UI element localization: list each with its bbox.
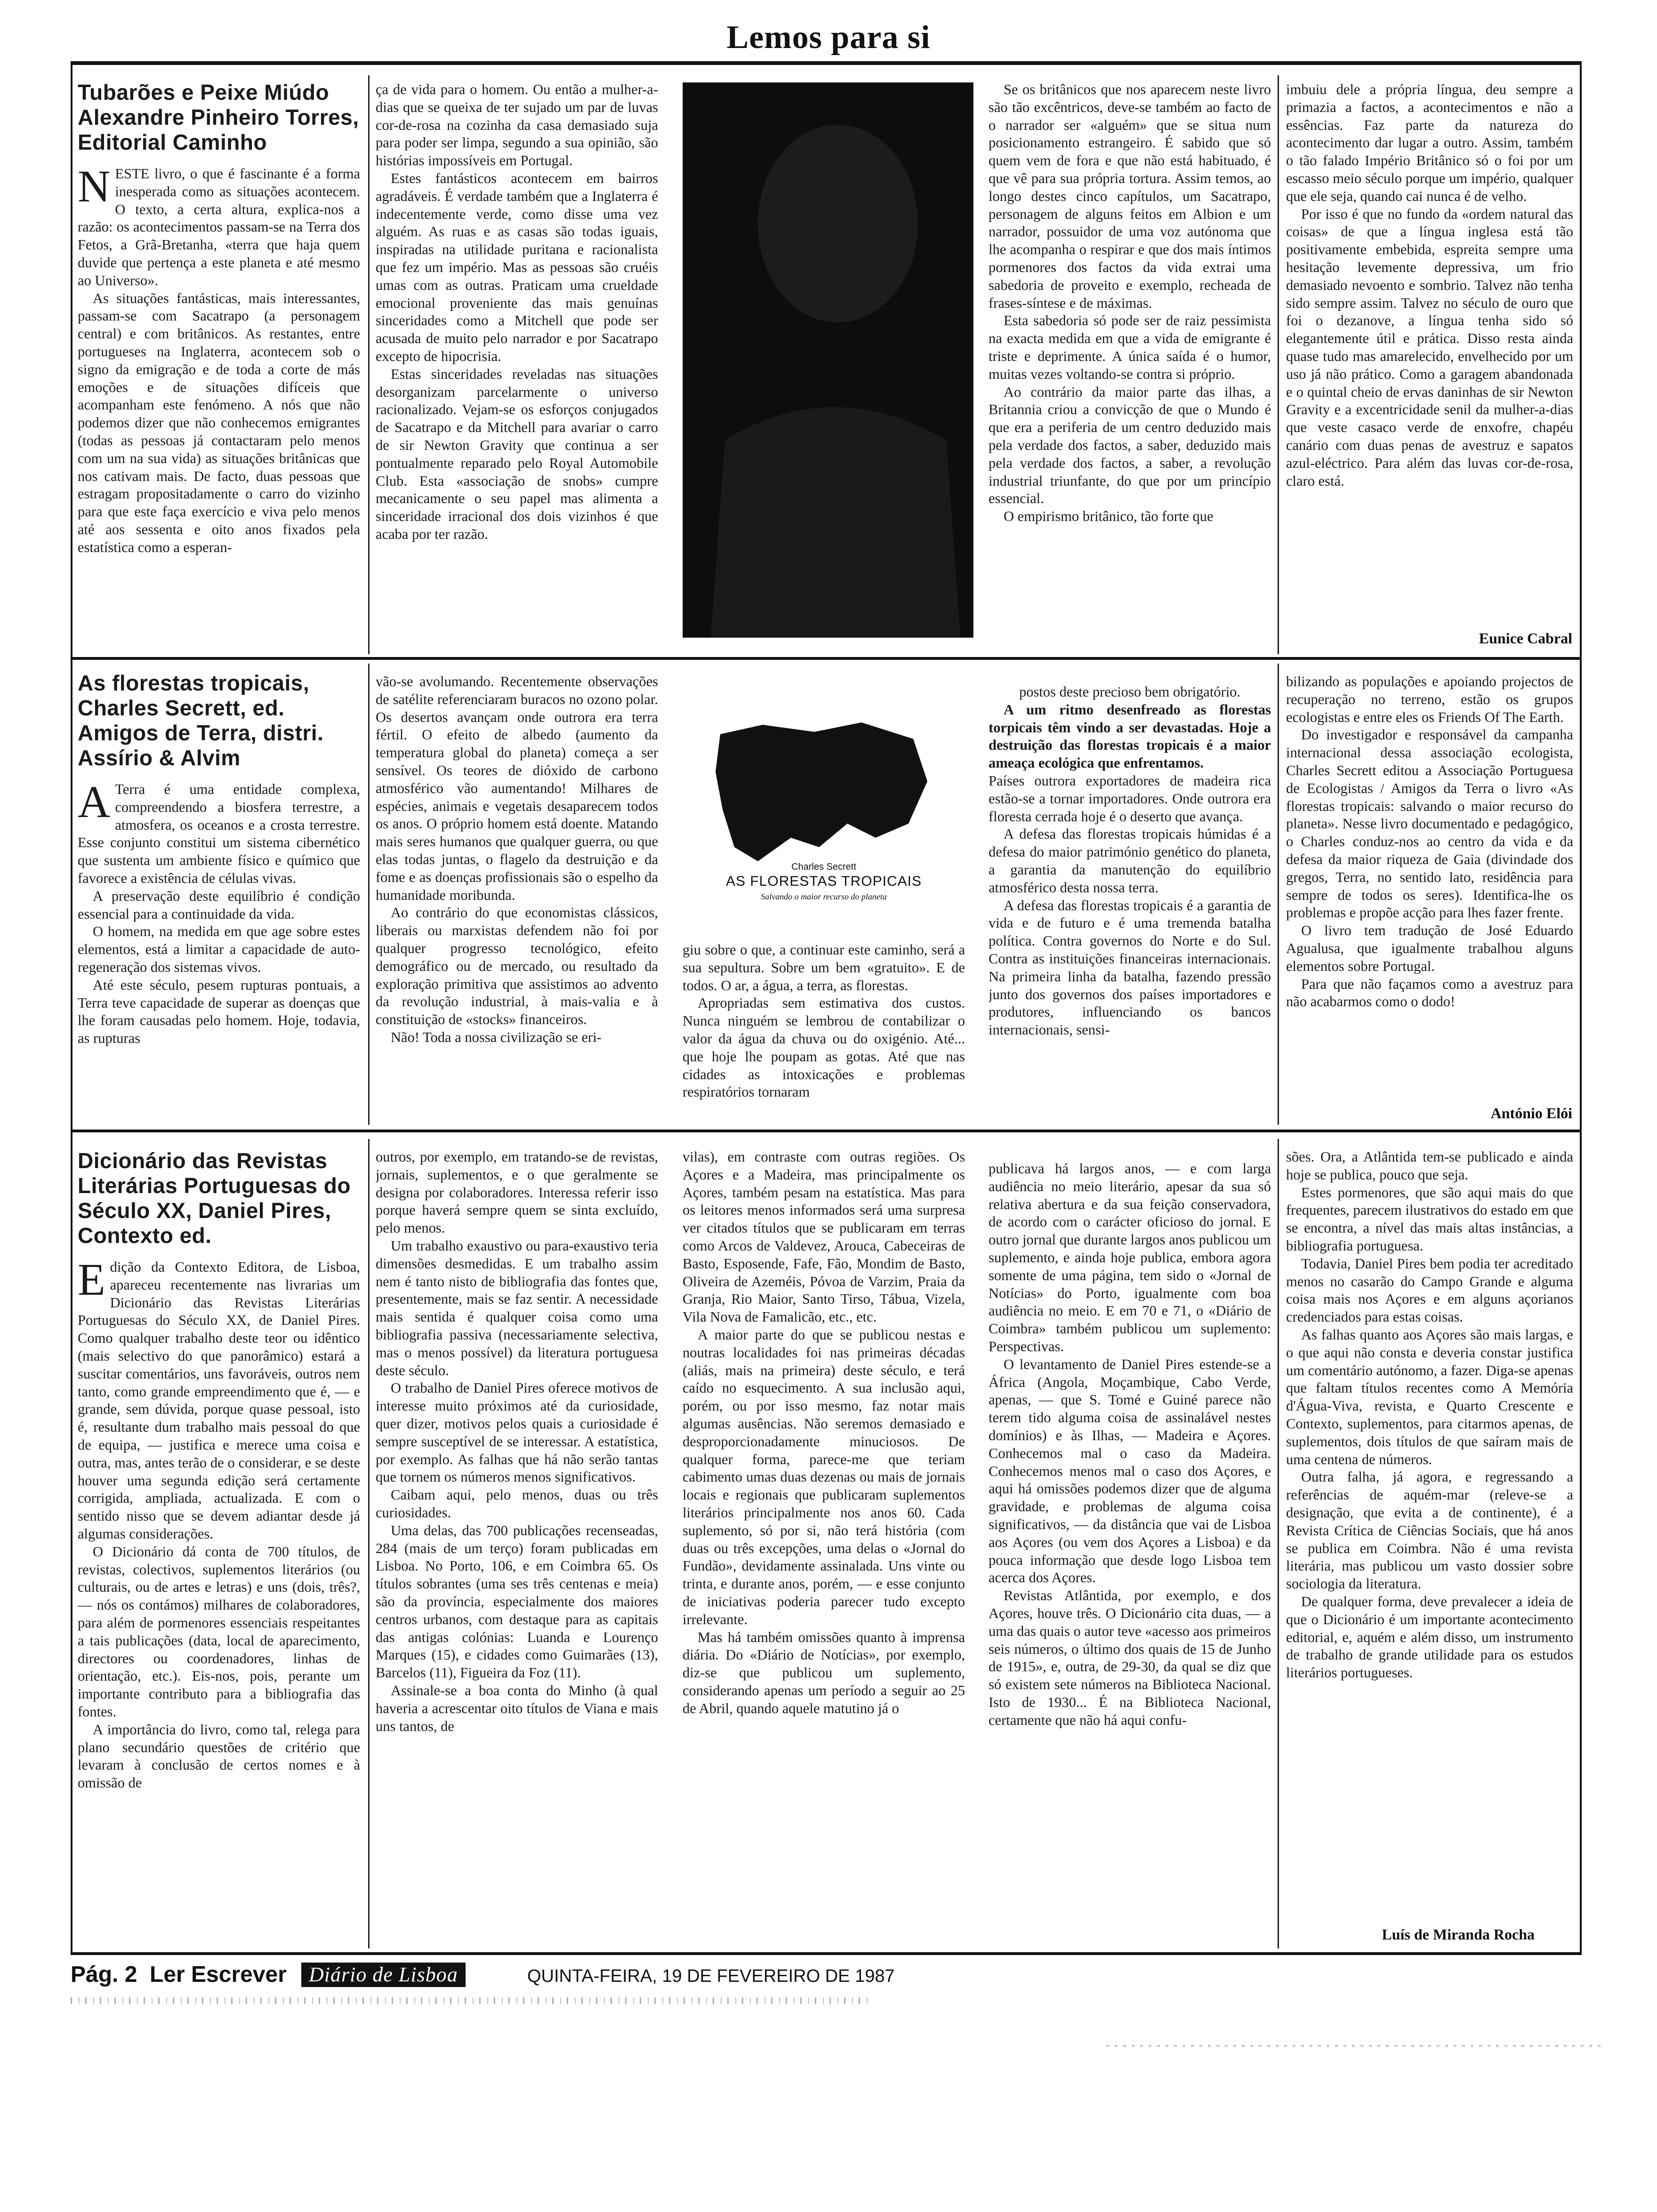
article2-dropcap: A — [78, 777, 111, 827]
section-rule — [71, 657, 1582, 660]
article2-paragraph: A preservação deste equilíbrio é condição essencial para a continuidade da vida. — [78, 888, 360, 922]
article2-paragraph: A defesa das florestas tropicais é a garantia de vida e de futuro e é uma tremenda batalha política. Contra governos do Norte e do Sul. Contra as instituições financeiras internacionais. Na primeira linha da batalha, fazendo pressão junto dos governos dos países importadores e produtores, influenciando os bancos internacionais, sensi- — [989, 897, 1271, 1038]
article3-paragraph: publicava há largos anos, — e com larga audiência no meio literário, apesar da sua só relativa abertura e da sua feição conservadora, de acordo com o carácter oficioso do jornal. E outro jornal que durante largos anos publicou um suplemento, e ainda hoje publica, embora agora somente de uma página, tem sido o «Jornal de Notícias» do Porto, igualmente com boa audiência no meio. E em 70 e 71, o «Diário de Coimbra» também publicou um suplemento: Perspectivas. — [989, 1161, 1271, 1354]
article2-column-2 — [376, 673, 658, 1125]
article3-paragraph: A maior parte do que se publicou nestas e noutras localidades foi nas primeiras décadas (aliás, mais na primeira) deste século, e terá caído no esquecimento. A sua inclusão aqui, porém, ou por isso mesmo, faz notar mais algumas ausências. Não seremos demasiado e desproporcionadamente minuciosos. De qualquer forma, parece-me que teriam cabimento umas duas dezenas ou mais de jornais locais e regionais que publicaram suplementos literários principalmente nos anos 60. Cada suplemento, só por si, não terá história (com duas ou três excepções, uma delas o «Jornal do Fundão», devidamente assinalada. Uns vinte ou trinta, e durante anos, porém, — e esse conjunto de iniciativas poderia parecer tudo excepto irrelevante. — [683, 1326, 965, 1627]
article1-column-3 — [989, 81, 1271, 650]
article2-paragraph: Apropriadas sem estimativa dos custos. Nunca ninguém se lembrou de contabilizar o valor da água da chuva ou do oxigénio. Até... que hoje lhe poupam as gotas. Até que nas cidades as intoxicações e problemas respiratórios tornaram — [683, 995, 965, 1100]
article3-column-3 — [683, 1148, 965, 1948]
article3-title: Dicionário das Revistas Literárias Portuguesas do Século XX, Daniel Pires, Contexto ed. — [78, 1148, 351, 1248]
article3-paragraph: Um trabalho exaustivo ou para-exaustivo teria dimensões desmedidas. E um trabalho assim nem é tanto nisto de bibliografia das fontes que, presentemente, mais se faz sentir. A necessidade mais sentida é qualquer coisa como uma bibliografia passiva (necessariamente selectiva, mas o menos possível) da literatura portuguesa deste século. — [376, 1237, 658, 1378]
footer-rule — [71, 1952, 1582, 1955]
article1-paragraph: Esta sabedoria só pode ser de raiz pessimista na exacta medida em que a vida de emigrante é triste e deprimente. A única saída é o humor, muitas vezes voltando-se contra si próprio. — [989, 313, 1271, 382]
article1-column-1 — [78, 80, 360, 649]
article2-paragraph: postos deste precioso bem obrigatório. — [1019, 684, 1241, 700]
column-divider — [1278, 1139, 1279, 1948]
article3-paragraph: Revistas Atlântida, por exemplo, e dos Açores, houve três. O Dicionário cita duas, — a uma das quais o autor teve «acesso aos primeiros seis números, o último dos quais de 15 de Junho de 1915», e, outra, de 29-30, da qual se diz que só existem sete números na Biblioteca Nacional. Isto de 1930... É na Biblioteca Nacional, certamente que não há aqui confu- — [989, 1587, 1271, 1728]
book-cover-subtitle: Salvando o maior recurso do planeta — [761, 892, 887, 901]
page-frame-right — [1580, 61, 1582, 1953]
article1-column-4 — [1286, 81, 1573, 613]
column-divider — [1278, 664, 1279, 1125]
book-cover-title: AS FLORESTAS TROPICAIS — [726, 874, 922, 889]
column-divider — [368, 75, 370, 654]
article2-paragraph: Países outrora exportadores de madeira rica estão-se a tornar importadores. Onde outrora era floresta cerrada hoje é o deserto que avança. — [989, 772, 1271, 825]
article3-paragraph: outros, por exemplo, em tratando-se de revistas, jornais, suplementos, e o que geralmente se designa por colaboradores. Interessa referir isso porque haverá sempre quem se sinta excluído, pelo menos. — [376, 1149, 658, 1236]
article3-paragraph: De qualquer forma, deve prevalecer a ideia de que o Dicionário é um importante acontecimento editorial, e, aquém e além disso, um instrumento de trabalho de grande utilidade para os estudos literários portugueses. — [1286, 1593, 1573, 1681]
article2-paragraph: vão-se avolumando. Recentemente observações de satélite referenciaram buracos no ozono polar. Os desertos avançam onde outrora era terra fértil. O efeito de albedo (aumento da temperatura global do planeta) começa a ser sensível. Os teores de dióxido de carbono atmosférico vão aumentando! Milhares de espécies, animais e vegetais desaparecem todos os anos. O próprio homem está doente. Matando mais seres humanos que qualquer guerra, ou que elas todas juntas, o flagelo da destruição e da fome e as doenças profissionais são o espelho da humanidade moribunda. — [376, 673, 658, 903]
section-name: Ler Escrever — [150, 1962, 287, 1987]
article3-column-5 — [1286, 1148, 1573, 1911]
article3-paragraph: O levantamento de Daniel Pires estende-se a África (Angola, Moçambique, Cabo Verde, apenas, — que S. Tomé e Guiné parece não terem tido alguma coisa de assinalável nestes domínios) e às Ilhas, — Madeira e Açores. Conhecemos mal o caso da Madeira. Conhecemos menos mal o caso dos Açores, e aqui há omissões podemos dizer que de alguma gravidade, e problemas de alguma coisa significativos, — da distância que vai de Lisboa aos Açores (ou vem dos Açores a Lisboa) e da pouca informação que desde logo Lisboa tem acerca dos Açores. — [989, 1356, 1271, 1586]
page-section-title: Lemos para si — [726, 19, 931, 56]
article3-column-2 — [376, 1148, 658, 1948]
section-rule — [71, 1130, 1582, 1132]
book-cover-image — [706, 706, 941, 922]
article2-title: As florestas tropicais, Charles Secrett, ed. Amigos de Terra, distri. Assírio & Alvim — [78, 671, 324, 770]
article2-paragraph: Do investigador e responsável da campanha internacional dessa associação ecologista, Charles Secrett editou a Associação Portuguesa de Ecologistas / Amigos da Terra o livro «As florestas tropicais: salvando o maior recurso do planeta». Nesse livro documentado e pedagógico, o Charles conduz-nos ao centro da vida e da defesa da maior riqueza de Gaia (divindade dos gregos, Terra, no sentido lato, residência para sempre de todos os seres). Identifica-lhe os problemas e propõe acção para lhes fazer frente. — [1286, 727, 1573, 921]
article1-paragraph: As situações fantásticas, mais interessantes, passam-se com Sacatrapo (a personagem central) e com britânicos. As restantes, entre portugueses na Inglaterra, acontecem sob o signo da emigração e de toda a corte de más emoções e de situações difíceis que acompanham este fenómeno. A nós que não podemos dizer que não conhecemos emigrantes (todas as pessoas já contactaram pelo menos com um na sua vida) as situações britânicas que nos cativam mais. De facto, duas pessoas que estragam propositadamente o carro do vizinho para que este faça exercício e viva pelo menos até aos sessenta e oito anos fixados pela estatística como a esperan- — [78, 290, 360, 555]
article2-lead-bold: A um ritmo desenfreado as florestas torpicais têm vindo a ser devastadas. Hoje a destruição das florestas tropicais é a maior ameaça ecológica que enfrentamos. — [989, 701, 1271, 771]
article2-paragraph: Para que não façamos como a avestruz para não acabarmos como o dodo! — [1286, 976, 1573, 1010]
newspaper-masthead: Diário de Lisboa — [301, 1963, 466, 1987]
book-cover-author: Charles Secrett — [791, 862, 856, 872]
article2-byline: António Elói — [1490, 1105, 1572, 1122]
article3-paragraph: As falhas quanto aos Açores são mais largas, e o que aqui não consta e deveria constar justifica um comentário autónomo, a fazer. Diga-se apenas que faltam títulos recentes como A Memória d'Água-Viva, revista, e Quarto Crescente e Contexto, suplementos, para citarmos apenas, de suplementos, dois títulos de que saíram mais de uma centena de números. — [1286, 1326, 1573, 1467]
article3-paragraph: dição da Contexto Editora, de Lisboa, apareceu recentemente nas livrarias um Dicionário das Revistas Literárias Portuguesas do Século XX, de Daniel Pires. Como qualquer trabalho deste teor ou idêntico (mais selectivo do que panorâmico) estará a suscitar comentários, uns favoráveis, outros nem tanto, como grande empreendimento que é, — e grande, sem dúvida, porque quase pessoal, isto é, resultante dum trabalho mais pessoal do que de equipa, — justifica e merece uma coisa e outra, mas, antes terão de o considerar, e se deste houver uma segunda edição será certamente corrigida, ampliada, actualizada. E com o sentido nisso que se devem adiantar desde já algumas considerações. — [78, 1259, 360, 1542]
column-divider — [368, 664, 370, 1125]
article3-paragraph: Estes pormenores, que são aqui mais do que frequentes, parecem ilustrativos do estado em que se encontra, a nível das mais altas instâncias, a bibliografia portuguesa. — [1286, 1184, 1573, 1254]
article1-paragraph: Ao contrário da maior parte das ilhas, a Britannia criou a convicção de que o Mundo é que era a periferia de um centro deduzido mais pela verdade dos factos, a saber, deduzido mais pela verdade dos factos, a saber, a revolução industrial triunfante, do que por um princípio essencial. — [989, 384, 1271, 507]
article3-paragraph: O trabalho de Daniel Pires oferece motivos de interesse muito próximos até da curiosidade, quer dizer, motivos pelos quais a curiosidade é sempre susceptível de se interessar. A estatística, por exemplo. As falhas que há não serão tantas que tornem os números menos significativos. — [376, 1380, 658, 1485]
article2-column-5 — [1286, 673, 1573, 1087]
page-frame-left — [71, 61, 72, 1953]
article2-paragraph: Não! Toda a nossa civilização se eri- — [391, 1029, 602, 1045]
article1-paragraph: Se os britânicos que nos aparecem neste livro são tão excêntricos, deve-se também ao facto de o narrador ser «alguém» que se situa num posicionamento estrangeiro. É sabido que só quem vem de fora e que não está habituado, é que vê para sua própria tortura. Assim temos, ao longo destes cinco capítulos, um Sacatrapo, personagem de alguns feitos em Albion e um narrador, possuidor de uma voz autónoma que lhe acompanha o respirar e que dos mais íntimos pormenores dos factos da vida extrai uma sabedoria de proveito e exemplo, recheada de frases-síntese e de máximas. — [989, 81, 1271, 311]
article3-column-1 — [78, 1148, 360, 1948]
column-divider — [368, 1139, 370, 1948]
print-noise — [71, 1997, 871, 2004]
portrait-silhouette-icon — [683, 82, 973, 638]
article3-paragraph: O Dicionário dá conta de 700 títulos, de revistas, colectivos, suplementos literários (ou culturais, ou de artes e letras) e uns (dois, três?, — nós os contámos) milhares de colaboradores, para além de pormenores essenciais respeitantes a tais publicações (data, local de aparecimento, directores ou coordenadores, linhas de orientação, etc.). Eis-nos, pois, perante um importante contributo para a bibliografia das fontes. — [78, 1543, 360, 1720]
article2-paragraph: A defesa das florestas tropicais húmidas é a defesa do maior património genético do planeta, a garantia da manutenção do equilíbrio atmosférico desta nossa terra. — [989, 826, 1271, 896]
article2-column-1 — [78, 671, 360, 1122]
article3-paragraph: sões. Ora, a Atlântida tem-se publicado e ainda hoje se publica, pouco que seja. — [1286, 1149, 1573, 1183]
article2-paragraph: O livro tem tradução de José Eduardo Agualusa, que igualmente trabalhou alguns elementos sobre Portugal. — [1286, 922, 1573, 974]
article2-column-4 — [989, 683, 1271, 1126]
article1-byline: Eunice Cabral — [1479, 630, 1572, 647]
article2-paragraph: Terra é uma entidade complexa, compreendendo a biosfera terrestre, a atmosfera, os oceanos e a crosta terrestre. Esse conjunto constitui um sistema cibernético que sustenta um ambiente físico e químico que favorece a existência de células vivas. — [78, 781, 360, 886]
author-portrait-photo — [683, 82, 973, 638]
article3-paragraph: A importância do livro, como tal, relega para plano secundário questões de critério que levaram à conclusão de certos nomes e à omissão de — [78, 1721, 360, 1791]
page-number: Pág. 2 — [71, 1962, 137, 1987]
article1-paragraph: ça de vida para o homem. Ou então a mulher-a-dias que se queixa de ter sujado um par de luvas cor-de-rosa na cozinha da casa demasiado suja para poder ser limpa, segundo a sua opinião, são histórias impossíveis em Portugal. — [376, 81, 658, 169]
article1-paragraph: Estas sinceridades reveladas nas situações desorganizam parcelarmente o universo racionalizado. Vejam-se os esforços conjugados de Sacatrapo e da Mitchell para avariar o carro de sir Newton Gravity que continua a ser pontualmente reparado pelo Royal Automobile Club. Esta «associação de snobs» cumpre mecanicamente o seu papel mas alimenta a sinceridade irracional dos dois vizinhos é que acaba por ter razão. — [376, 366, 658, 542]
article1-column-2 — [376, 81, 658, 650]
header-rule — [71, 61, 1582, 65]
article3-paragraph: vilas), em contraste com outras regiões. Os Açores e a Madeira, mas principalmente os Açores, também pesam na estatística. Mas para os leitores menos informados será uma surpresa ver citados títulos que se publicaram em terras como Arcos de Valdevez, Arouca, Cabeceiras de Basto, Esposende, Fafe, Fão, Mondim de Basto, Oliveira de Azeméis, Póvoa de Varzim, Praia da Granja, Rio Maior, Santo Tirso, Tábua, Vizela, Vila Nova de Famalicão, etc., etc. — [683, 1149, 965, 1325]
print-noise — [1106, 2045, 1601, 2047]
article1-title: Tubarões e Peixe Miúdo Alexandre Pinheiro Torres, Editorial Caminho — [78, 80, 359, 154]
article2-paragraph: giu sobre o que, a continuar este caminho, será a sua sepultura. Sobre um bem «gratuito». E de todos. O ar, a água, a terra, as florestas. — [683, 942, 965, 994]
article1-paragraph: imbuiu dele a própria língua, deu sempre a primazia a factos, a acontecimentos e não a essências. Faz parte da natureza do acontecimento dar lugar a outro. Assim, também o tão falado Império Britânico só o foi por um escasso meio século porque um império, qualquer que ele seja, quando cai nunca é de velho. — [1286, 81, 1573, 204]
article3-column-4 — [989, 1160, 1271, 1948]
article2-paragraph: Ao contrário do que economistas clássicos, liberais ou marxistas defendem não foi por qualquer progresso tecnológico, efeito demográfico ou de mercado, ou resultado da exploração primitiva que assistimos ao advento da revolução industrial, à mais-valia e à constituição de «stocks» financeiros. — [376, 905, 658, 1028]
article3-paragraph: Mas há também omissões quanto à imprensa diária. Do «Diário de Notícias», por exemplo, diz-se que publicou um suplemento, considerando apenas um período a seguir ao 25 de Abril, quando aquele matutino já o — [683, 1629, 965, 1716]
article3-paragraph: Todavia, Daniel Pires bem podia ter acreditado menos no casarão do Campo Grande e alguma coisa mais nos Açores e em alguns açorianos credenciados para estas coisas. — [1286, 1255, 1573, 1325]
article1-paragraph: ESTE livro, o que é fascinante é a forma inesperada como as situações acontecem. O texto, a certa altura, explica-nos a razão: os acontecimentos passam-se na Terra dos Fetos, a Grã-Bretanha, «terra que haja quem duvide que pertença a este planeta e até mesmo ao Universo». — [78, 166, 360, 289]
article3-paragraph: Assinale-se a boa conta do Minho (à qual haveria a acrescentar oito títulos de Viana e mais uns tantos, de — [376, 1682, 658, 1734]
article1-paragraph: Estes fantásticos acontecem em bairros agradáveis. É verdade também que a Inglaterra é indecentemente verde, como disse uma vez alguém. As ruas e as casas são todas iguais, inspiradas na utilidade puritana e racionalista que fez um império. Mas as pessoas são cruéis umas com as outras. Praticam uma crueldade emocional proveniente das mais genuínas sinceridades como a Mitchell que pode ser acusada de muito pelo narrador e por Sacatrapo excepto de hipocrisia. — [376, 170, 658, 364]
article3-paragraph: Outra falha, já agora, e regressando a referências de aquém-mar (releve-se a designação, que evita a de continente), é a Revista Crítica de Ciências Sociais, que há anos se publica em Coimbra. Não é uma revista literária, mas publicou um vasto dossier sobre sociologia da literatura. — [1286, 1469, 1573, 1592]
article2-column-3 — [683, 941, 965, 1125]
article3-paragraph: Uma delas, das 700 publicações recenseadas, 284 (mais de um terço) foram publicadas em Lisboa. No Porto, 106, e em Coimbra 65. Os títulos sobrantes (uma ses três centenas e meia) são da província, especialmente dos maiores centros urbanos, com destaque para as capitais das antigas colónias: Luanda e Lourenço Marques (15), e cidades como Guimarães (13), Barcelos (11), Figueira da Foz (11). — [376, 1522, 658, 1681]
article1-paragraph: O empirismo britânico, tão forte que — [1004, 508, 1214, 525]
article3-paragraph: Caibam aqui, pelo menos, duas ou três curiosidades. — [376, 1487, 658, 1521]
publication-date: QUINTA-FEIRA, 19 DE FEVEREIRO DE 1987 — [527, 1966, 895, 1986]
article1-dropcap: N — [78, 161, 111, 211]
article2-paragraph: O homem, na medida em que age sobre estes elementos, está a limitar a capacidade de auto-regeneração dos sistemas vivos. — [78, 923, 360, 975]
column-divider — [1278, 75, 1279, 654]
article3-byline: Luís de Miranda Rocha — [1382, 1926, 1535, 1943]
forest-silhouette-icon — [706, 706, 941, 922]
article3-dropcap: E — [78, 1254, 105, 1305]
article2-paragraph: Até este século, pesem rupturas pontuais, a Terra teve capacidade de superar as doenças que lhe foram causadas pelo homem. Hoje, todavia, as rupturas — [78, 977, 360, 1047]
article1-paragraph: Por isso é que no fundo da «ordem natural das coisas» de que a língua inglesa está tão positivamente embebida, espreita sempre uma hesitação levemente depressiva, um frio demasiado nevoento e sombrio. Talvez não tenha sido sempre assim. Talvez no século de ouro que foi o dezanove, a língua tenha sido só elegantemente útil e prática. Disso resta ainda quase tudo mas amarelecido, envelhecido por um uso já não prático. Como a garagem abandonada e o quintal cheio de ervas daninhas de sir Newton Gravity e a excentricidade senil da mulher-a-dias que veste casaco verde de enxofre, chapéu canário com duas penas de avestruz e sapatos azul-eléctrico. Para além das luvas cor-de-rosa, claro está. — [1286, 206, 1573, 489]
article2-paragraph: bilizando as populações e apoiando projectos de recuperação no terreno, estão os grupos ecologistas e entre eles os Friends Of The Earth. — [1286, 673, 1573, 725]
